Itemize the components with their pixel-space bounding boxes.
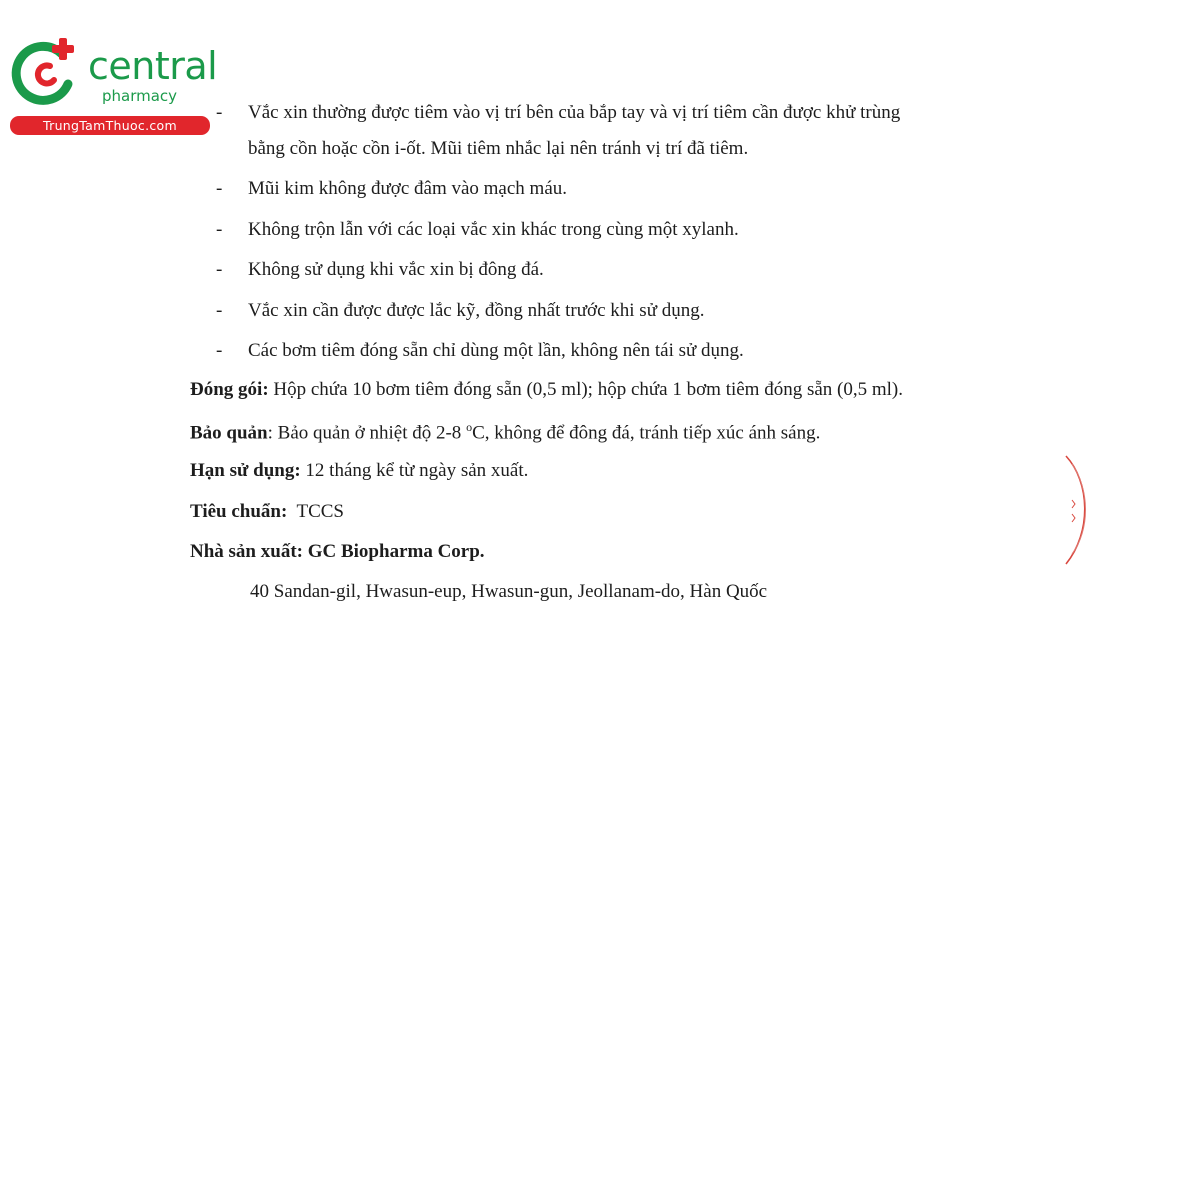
packaging-line (190, 379, 903, 401)
manufacturer-line (190, 541, 485, 563)
bullet-marker: - (216, 340, 223, 361)
bullet-item-3: Không trộn lẫn với các loại vắc xin khác trong cùng một xylanh. (248, 219, 739, 240)
bullet-marker: - (216, 259, 223, 280)
bullet-marker: - (216, 219, 223, 240)
expiry-label: Hạn sử dụng: (190, 460, 301, 481)
storage-value-a: : Bảo quản ở nhiệt độ 2-8 (267, 422, 467, 444)
standard-value: TCCS (287, 501, 345, 522)
logo-banner: TrungTamThuoc.com (10, 116, 210, 135)
packaging-label: Đóng gói: (190, 379, 269, 400)
logo-sub-text: pharmacy (102, 87, 178, 105)
bullet-marker: - (216, 300, 223, 321)
logo-brand-text: central (88, 44, 218, 88)
expiry-line (190, 460, 528, 482)
expiry-value: 12 tháng kể từ ngày sản xuất. (300, 460, 529, 481)
storage-value-b: C, không để đông đá, tránh tiếp xúc ánh sáng. (472, 422, 821, 444)
bullet-item-1-line-1: Vắc xin thường được tiêm vào vị trí bên của bắp tay và vị trí tiêm cần được khử trùng (248, 102, 901, 123)
standard-label: Tiêu chuẩn: (190, 501, 288, 522)
bullet-marker: - (216, 178, 223, 199)
storage-label: Bảo quản (190, 422, 268, 444)
bullet-item-4: Không sử dụng khi vắc xin bị đông đá. (248, 259, 544, 280)
manufacturer-address: 40 Sandan-gil, Hwasun-eup, Hwasun-gun, Jeollanam-do, Hàn Quốc (250, 581, 768, 602)
bullet-marker: - (216, 102, 223, 123)
packaging-value: Hộp chứa 10 bơm tiêm đóng sẵn (0,5 ml); hộp chứa 1 bơm tiêm đóng sẵn (0,5 ml). (268, 379, 904, 400)
storage-line (190, 420, 820, 444)
manufacturer-value: GC Biopharma Corp. (302, 541, 485, 562)
bullet-item-6: Các bơm tiêm đóng sẵn chỉ dùng một lần, không nên tái sử dụng. (248, 340, 744, 361)
bullet-item-1-line-2: bằng cồn hoặc cồn i-ốt. Mũi tiêm nhắc lại nên tránh vị trí đã tiêm. (248, 138, 749, 159)
degree-symbol: o (466, 420, 473, 434)
stamp-edge-mark (1060, 452, 1100, 567)
bullet-item-5: Vắc xin cần được được lắc kỹ, đồng nhất trước khi sử dụng. (248, 300, 705, 321)
standard-line (190, 501, 344, 523)
bullet-item-2: Mũi kim không được đâm vào mạch máu. (248, 178, 568, 199)
manufacturer-label: Nhà sản xuất: (190, 541, 303, 562)
